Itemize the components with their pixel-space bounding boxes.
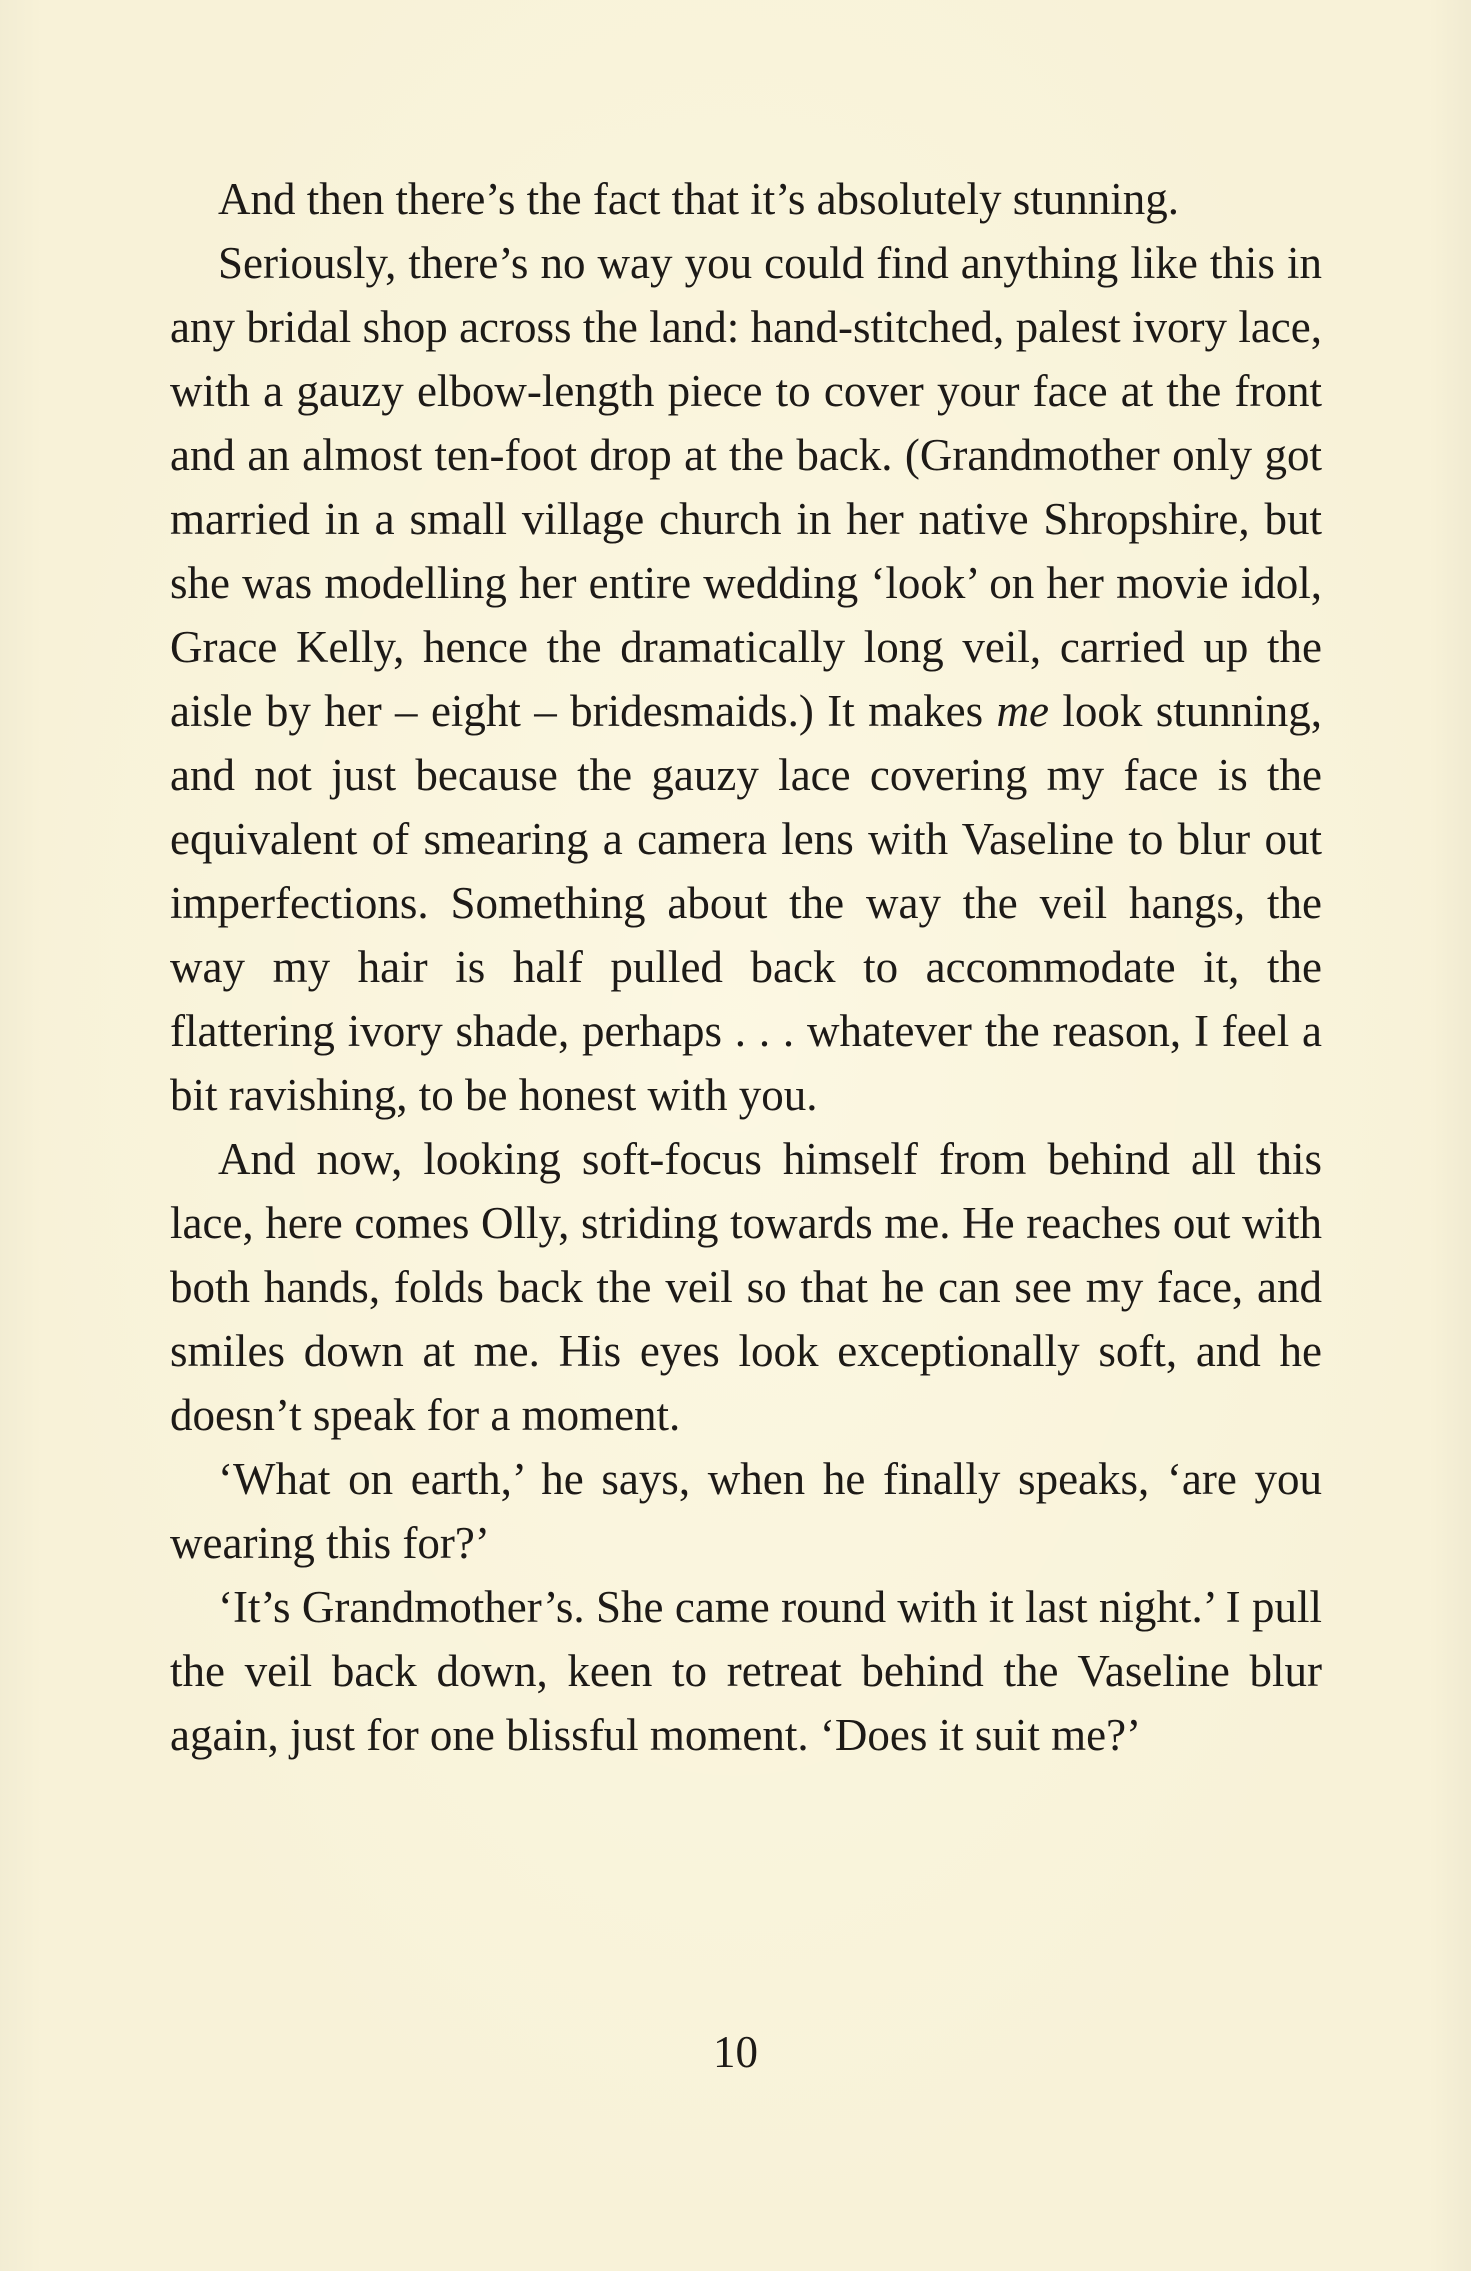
paragraph-text: ‘It’s Grandmother’s. She came round with it last night.’ I pull the veil back down, keen to retreat behind the Vaseline blur again, just for one blissful moment. ‘Does it suit me?’: [170, 1582, 1322, 1760]
paragraph: [170, 1447, 1322, 1575]
paragraph-text-continued: look stunning, and not just because the gauzy lace covering my face is the equivalent of smearing a camera lens with Vaseline to blur out imperfections. Something about the way the veil hangs, the way my hair is half pulled back to accommodate it, the flattering ivory shade, perhaps . . . whatever the reason, I feel a bit ravishing, to be honest with you.: [170, 686, 1322, 1120]
paragraph-text: And now, looking soft-focus himself from behind all this lace, here comes Olly, striding towards me. He reaches out with both hands, folds back the veil so that he can see my face, and smiles down at me. His eyes look exceptionally soft, and he doesn’t speak for a moment.: [170, 1134, 1322, 1440]
paragraph: [170, 231, 1322, 1127]
emphasized-word: me: [996, 686, 1049, 736]
paragraph-text: ‘What on earth,’ he says, when he finally speaks, ‘are you wearing this for?’: [170, 1454, 1322, 1568]
paragraph-text: Seriously, there’s no way you could find anything like this in any bridal shop across the land: hand-stitched, palest ivory lace, with a gauzy elbow-length piece to cover your face at the front and an almost ten-foot drop at the back. (Grandmother only got married in a small village church in her native Shropshire, but she was modelling her entire wedding ‘look’ on her movie idol, Grace Kelly, hence the dramatically long veil, carried up the aisle by her – eight – bridesmaids.) It makes: [170, 238, 1322, 736]
paragraph: [170, 1127, 1322, 1447]
page-number: 10: [713, 2027, 758, 2077]
body-text: [170, 167, 1322, 1767]
paragraph: [170, 167, 1322, 231]
paragraph-text: And then there’s the fact that it’s absolutely stunning.: [218, 174, 1180, 224]
paragraph: [170, 1575, 1322, 1767]
